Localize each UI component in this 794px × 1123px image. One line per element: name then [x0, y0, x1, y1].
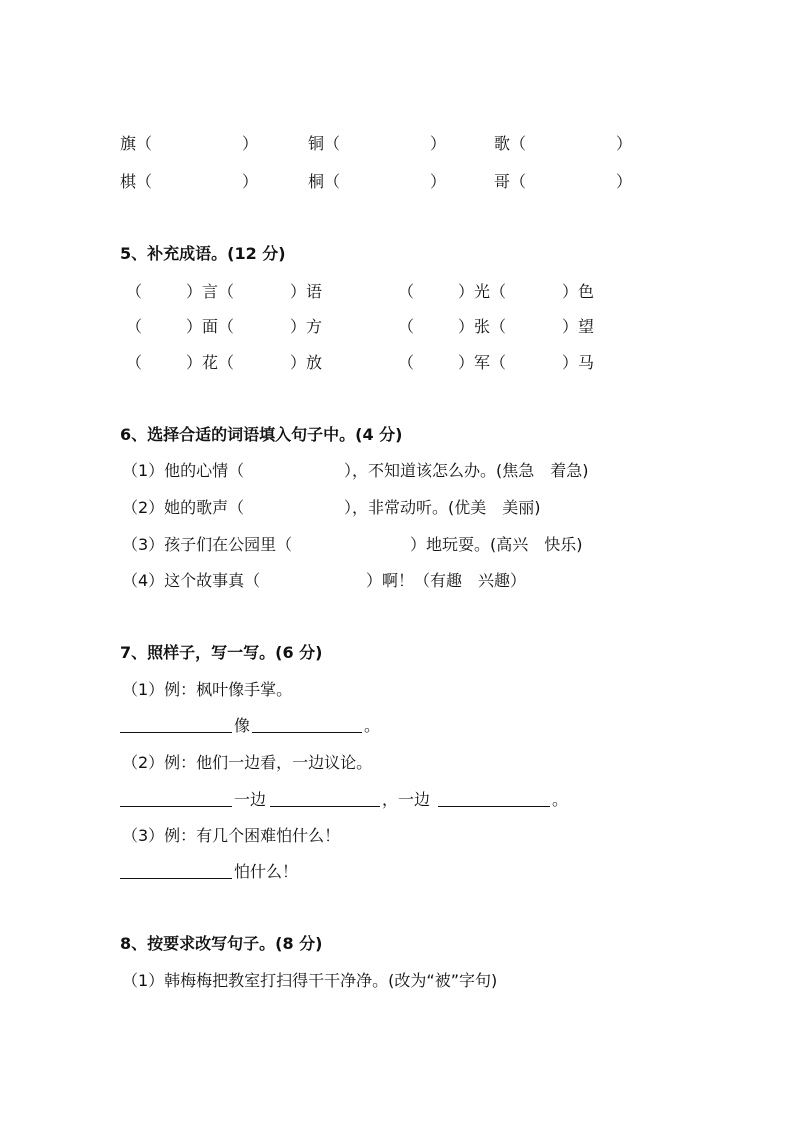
q5-idiom-text: ）言（: [186, 282, 235, 301]
q6-item-3: [0, 533, 794, 557]
q5-heading-row: [0, 242, 794, 266]
q7-example-3-row: [0, 824, 794, 848]
q6-heading: 6、选择合适的词语填入句子中。(4 分): [120, 425, 403, 444]
q7-answer-1-line[interactable]: [252, 714, 362, 740]
q7-answer-2-mid: 一边: [234, 790, 267, 809]
q5-idiom-text: ）方: [290, 317, 323, 336]
q7-answer-1-line[interactable]: [120, 714, 232, 740]
q7-answer-2-line[interactable]: [438, 788, 550, 814]
q5-idiom-blank: （: [126, 282, 143, 301]
q6-item-suffix: ），不知道该怎么办。(焦急 着急): [344, 461, 589, 480]
q4-paren-close: ）: [616, 134, 633, 153]
q5-row-2: [0, 315, 794, 339]
q6-item-suffix: ）地玩耍。(高兴 快乐): [410, 535, 583, 554]
q5-idiom-blank: （: [126, 353, 143, 372]
q4-row-2: [0, 170, 794, 194]
q4-paren-close: ）: [616, 172, 633, 191]
q5-idiom-text: ）面（: [186, 317, 235, 336]
q5-idiom-blank: （: [398, 317, 415, 336]
q7-answer-3-row: [0, 860, 794, 884]
q4-char-tong-1: 铜（: [308, 134, 341, 153]
q7-answer-2-line[interactable]: [270, 788, 380, 814]
q7-answer-1-row: [0, 714, 794, 738]
q8-item-1: （1）韩梅梅把教室打扫得干干净净。(改为“被”字句): [122, 971, 498, 990]
q4-paren-close: ）: [430, 172, 447, 191]
q6-item-prefix: （2）她的歌声（: [122, 498, 245, 517]
q4-paren-close: ）: [242, 172, 259, 191]
q4-char-ge-1: 歌（: [494, 134, 527, 153]
q5-idiom-text: ）色: [562, 282, 595, 301]
q6-item-1: [0, 459, 794, 483]
q7-answer-2-line[interactable]: [120, 788, 232, 814]
q6-heading-row: [0, 423, 794, 447]
q7-heading: 7、照样子，写一写。(6 分): [120, 643, 323, 662]
q5-idiom-blank: （: [126, 317, 143, 336]
q6-item-suffix: ），非常动听。(优美 美丽): [344, 498, 541, 517]
q6-item-prefix: （3）孩子们在公园里（: [122, 535, 293, 554]
q6-item-4: [0, 569, 794, 593]
q8-heading-row: [0, 932, 794, 956]
q4-char-tong-2: 桐（: [308, 172, 341, 191]
q7-example-2: （2）例：他们一边看，一边议论。: [122, 753, 373, 772]
q8-item-1-row: [0, 969, 794, 993]
q5-row-3: [0, 351, 794, 375]
q4-row-1: [0, 132, 794, 156]
q7-answer-1-end: 。: [364, 716, 381, 735]
q4-char-ge-2: 哥（: [494, 172, 527, 191]
q6-item-prefix: （1）他的心情（: [122, 461, 245, 480]
q6-item-suffix: ）啊！（有趣 兴趣）: [366, 571, 527, 590]
q5-idiom-text: ）语: [290, 282, 323, 301]
q7-answer-1-mid: 像: [234, 716, 251, 735]
q7-answer-2-row: [0, 788, 794, 812]
q5-idiom-text: ）军（: [458, 353, 507, 372]
q7-answer-3-line[interactable]: [120, 860, 232, 886]
q5-idiom-text: ）光（: [458, 282, 507, 301]
q7-example-2-row: [0, 751, 794, 775]
q5-idiom-text: ）放: [290, 353, 323, 372]
q7-example-1: （1）例：枫叶像手掌。: [122, 680, 293, 699]
q5-row-1: [0, 280, 794, 304]
q7-example-3: （3）例：有几个困难怕什么！: [122, 826, 341, 845]
q4-char-qi-1: 旗（: [120, 134, 153, 153]
q7-answer-2-mid: ，一边: [382, 790, 431, 809]
q7-heading-row: [0, 641, 794, 665]
q4-paren-close: ）: [430, 134, 447, 153]
q6-item-prefix: （4）这个故事真（: [122, 571, 261, 590]
q7-answer-2-end: 。: [552, 790, 569, 809]
q6-item-2: [0, 496, 794, 520]
q5-idiom-text: ）张（: [458, 317, 507, 336]
q7-answer-3-end: 怕什么！: [234, 862, 299, 881]
q7-example-1-row: [0, 678, 794, 702]
q5-idiom-blank: （: [398, 282, 415, 301]
q8-heading: 8、按要求改写句子。(8 分): [120, 934, 323, 953]
q5-idiom-text: ）望: [562, 317, 595, 336]
q5-idiom-blank: （: [398, 353, 415, 372]
q5-idiom-text: ）马: [562, 353, 595, 372]
q4-paren-close: ）: [242, 134, 259, 153]
q5-idiom-text: ）花（: [186, 353, 235, 372]
q5-heading: 5、补充成语。(12 分): [120, 244, 286, 263]
q4-char-qi-2: 棋（: [120, 172, 153, 191]
